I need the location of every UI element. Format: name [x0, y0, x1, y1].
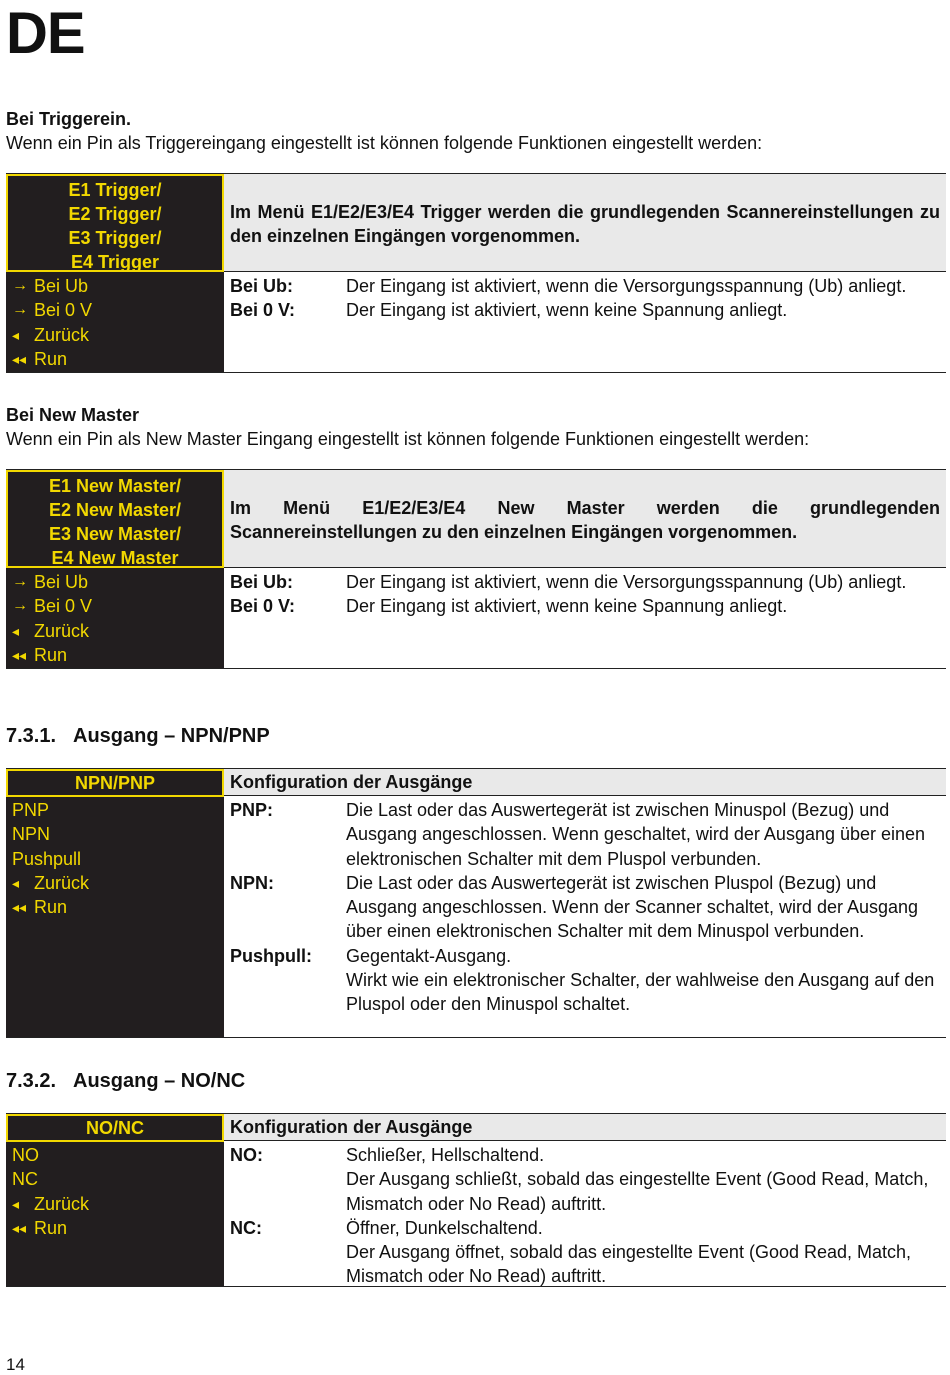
section-subtitle-trigger: Wenn ein Pin als Triggereingang eingestellt ist können folgende Funktionen eingestellt werden: [6, 133, 763, 153]
menu-item-label: NC [12, 1169, 38, 1190]
menu-items-npn-pnp [12, 798, 89, 919]
definition-row [230, 298, 942, 322]
menu-items-trigger [12, 274, 92, 371]
chapter-number: 7.3.1. [6, 725, 57, 747]
definition-term: Bei 0 V: [230, 596, 296, 617]
definition-term: NPN: [230, 872, 274, 893]
menu-item-nc[interactable] [12, 1167, 89, 1191]
definition-row [230, 274, 942, 298]
definition-row [230, 594, 942, 618]
double-triangle-left-icon: ◂◂ [12, 350, 27, 367]
definition-term: PNP: [230, 800, 274, 820]
definition-text: Schließer, Hellschaltend. [346, 1145, 545, 1165]
definition-row [230, 570, 942, 594]
definitions-new-master [230, 570, 942, 619]
menu-title-trigger [6, 174, 224, 272]
definition-row [230, 871, 942, 944]
menu-block-new-master [6, 469, 946, 669]
menu-panel-no-nc [6, 1114, 224, 1286]
menu-title-line: E3 Trigger/ [68, 228, 162, 248]
menu-item-label: Run [34, 1217, 68, 1238]
menu-item-bei-0v[interactable] [12, 298, 92, 322]
definition-text: Die Last oder das Auswertegerät ist zwischen Pluspol (Bezug) und Ausgang angeschlossen. Wenn der Scanner schaltet, wird der Ausgang über einen elektronischen Schalter mit dem Minuspol verbunden. [346, 872, 919, 942]
menu-item-zurueck[interactable] [12, 619, 92, 643]
chapter-heading-npn-pnp [6, 724, 270, 748]
section-heading-trigger: Bei Triggerein. [6, 109, 132, 129]
arrow-right-icon: → [12, 277, 28, 294]
page-number: 14 [6, 1355, 25, 1374]
definition-row [230, 944, 942, 1017]
menu-item-pnp[interactable] [12, 798, 89, 822]
menu-title-npn-pnp [6, 769, 224, 797]
section-subtitle-new-master: Wenn ein Pin als New Master Eingang eingestellt ist können folgende Funktionen eingestellt werden: [6, 429, 810, 449]
intro-box-trigger [224, 174, 946, 272]
menu-panel-new-master [6, 470, 224, 668]
menu-title-line: E3 New Master/ [48, 524, 182, 544]
menu-panel-trigger [6, 174, 224, 372]
double-triangle-left-icon: ◂◂ [12, 1219, 27, 1236]
menu-item-run[interactable] [12, 895, 89, 919]
menu-title-line: E2 New Master/ [48, 500, 182, 520]
definitions-npn-pnp [230, 798, 942, 1017]
menu-item-label: Zurück [34, 324, 90, 345]
definition-row [230, 1216, 942, 1289]
arrow-right-icon: → [12, 597, 28, 615]
menu-item-label: Pushpull [12, 848, 82, 869]
menu-title-line: NPN/PNP [74, 773, 155, 793]
menu-item-label: Bei Ub [34, 572, 89, 592]
definition-term: Pushpull: [230, 945, 312, 966]
menu-item-label: NPN [12, 824, 51, 845]
definition-term: Bei 0 V: [230, 300, 296, 321]
double-triangle-left-icon: ◂◂ [12, 646, 27, 663]
menu-item-no[interactable] [12, 1143, 89, 1167]
menu-title-line: E1 New Master/ [48, 476, 182, 496]
menu-item-run[interactable] [12, 1216, 89, 1240]
menu-item-label: Bei 0 V [34, 596, 93, 617]
menu-item-label: PNP [12, 800, 50, 820]
chapter-number: 7.3.2. [6, 1070, 57, 1092]
definitions-no-nc [230, 1143, 942, 1289]
definition-term: Bei Ub: [230, 276, 293, 296]
definition-text: Gegentakt-Ausgang. [346, 945, 512, 966]
menu-item-bei-ub[interactable] [12, 274, 92, 298]
definition-term: Bei Ub: [230, 572, 293, 592]
menu-item-bei-ub[interactable] [12, 570, 92, 594]
chapter-heading-no-nc [6, 1069, 245, 1093]
menu-title-line: E4 New Master [51, 548, 179, 568]
content-panel-npn-pnp [224, 769, 946, 1037]
menu-item-label: Run [34, 644, 68, 665]
menu-item-label: NO [12, 1145, 39, 1165]
menu-title-line: E2 Trigger/ [68, 204, 162, 224]
menu-panel-npn-pnp [6, 769, 224, 1037]
definition-text: Der Ausgang schließt, sobald das eingestellte Event (Good Read, Match, Mismatch oder No Read) auftritt. [346, 1169, 929, 1214]
menu-block-trigger [6, 173, 946, 373]
menu-title-no-nc [6, 1114, 224, 1142]
definition-text: Der Eingang ist aktiviert, wenn keine Spannung anliegt. [346, 596, 788, 617]
intro-text: Im Menü E1/E2/E3/E4 Trigger werden die grundlegenden Scannereinstellungen zu den einzelnen Eingängen vorgenommen. [230, 202, 940, 246]
config-header: Konfiguration der Ausgänge [224, 1114, 946, 1141]
chapter-title: Ausgang – NO/NC [73, 1070, 246, 1092]
definition-row [230, 798, 942, 871]
content-panel-trigger [224, 174, 946, 372]
menu-item-zurueck[interactable] [12, 1192, 89, 1216]
chapter-title: Ausgang – NPN/PNP [73, 725, 270, 747]
menu-item-label: Bei 0 V [34, 300, 93, 321]
definitions-trigger [230, 274, 942, 323]
menu-item-label: Zurück [34, 620, 90, 641]
menu-title-line: E4 Trigger [70, 252, 160, 272]
menu-item-label: Zurück [34, 872, 90, 893]
double-triangle-left-icon: ◂◂ [12, 899, 27, 916]
menu-item-run[interactable] [12, 643, 92, 667]
triangle-left-icon: ◂ [12, 326, 20, 343]
menu-block-npn-pnp [6, 768, 946, 1038]
menu-title-line: NO/NC [86, 1118, 144, 1138]
content-panel-no-nc [224, 1114, 946, 1286]
definition-row [230, 1143, 942, 1216]
menu-item-npn[interactable] [12, 822, 89, 846]
definition-text: Der Eingang ist aktiviert, wenn die Versorgungsspannung (Ub) anliegt. [346, 276, 907, 296]
menu-title-line: E1 Trigger/ [68, 180, 162, 200]
arrow-right-icon: → [12, 573, 28, 590]
menu-items-new-master [12, 570, 92, 667]
triangle-left-icon: ◂ [12, 622, 20, 639]
menu-item-pushpull[interactable] [12, 847, 89, 871]
definition-text: Der Eingang ist aktiviert, wenn keine Spannung anliegt. [346, 300, 788, 321]
intro-box-new-master [224, 470, 946, 568]
config-header: Konfiguration der Ausgänge [224, 769, 946, 796]
menu-item-bei-0v[interactable] [12, 594, 92, 618]
definition-text: Öffner, Dunkelschaltend. [346, 1217, 543, 1238]
menu-items-no-nc [12, 1143, 89, 1240]
menu-item-run[interactable] [12, 347, 92, 371]
definition-term: NC: [230, 1217, 262, 1238]
language-label: DE [6, 1, 85, 66]
definition-text: Die Last oder das Auswertegerät ist zwischen Minuspol (Bezug) und Ausgang angeschlossen. Wenn geschaltet, wird der Ausgang über einen elektronischen Schalter mit dem Pluspol verbunden. [346, 800, 926, 869]
triangle-left-icon: ◂ [12, 874, 20, 891]
section-heading-new-master: Bei New Master [6, 405, 140, 425]
menu-item-zurueck[interactable] [12, 323, 92, 347]
menu-item-label: Bei Ub [34, 276, 89, 296]
menu-block-no-nc [6, 1113, 946, 1287]
menu-item-label: Run [34, 897, 68, 918]
definition-text: Der Ausgang öffnet, sobald das eingestellte Event (Good Read, Match, Mismatch oder No Read) auftritt. [346, 1242, 912, 1287]
menu-item-label: Run [34, 348, 68, 369]
menu-title-new-master [6, 470, 224, 568]
arrow-right-icon: → [12, 301, 28, 319]
intro-text: Im Menü E1/E2/E3/E4 New Master werden die grundlegenden Scannereinstellungen zu den einzelnen Eingängen vorgenommen. [230, 498, 940, 542]
menu-item-label: Zurück [34, 1193, 90, 1214]
triangle-left-icon: ◂ [12, 1195, 20, 1212]
definition-text: Der Eingang ist aktiviert, wenn die Versorgungsspannung (Ub) anliegt. [346, 572, 907, 592]
definition-term: NO: [230, 1145, 263, 1165]
content-panel-new-master [224, 470, 946, 668]
menu-item-zurueck[interactable] [12, 871, 89, 895]
definition-text: Wirkt wie ein elektronischer Schalter, der wahlweise den Ausgang auf den Pluspol oder den Minuspol schaltet. [346, 970, 935, 1015]
